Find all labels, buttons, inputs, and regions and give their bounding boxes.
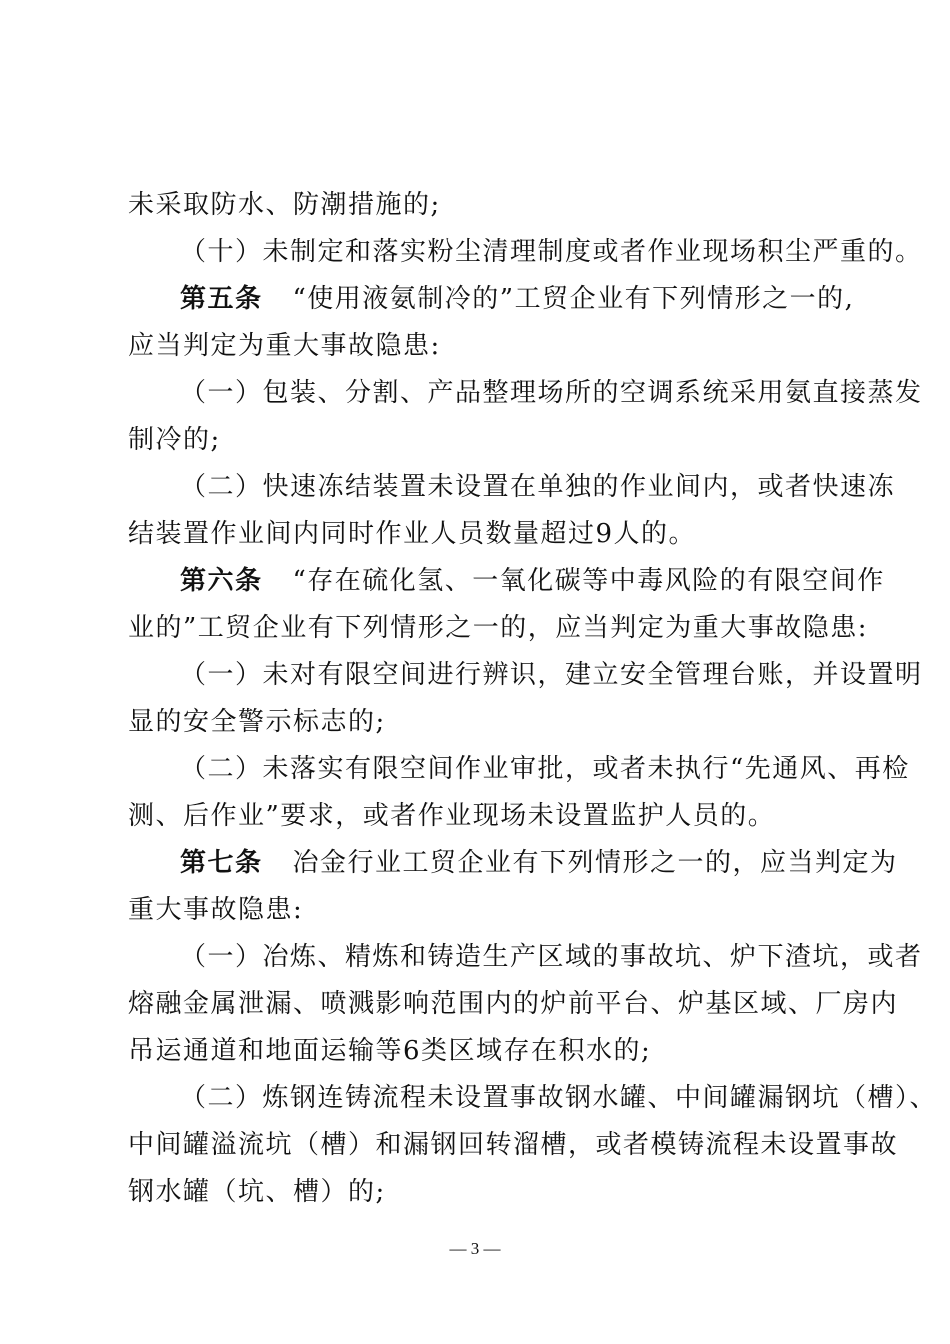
article-heading: 第六条 xyxy=(180,566,263,596)
text-line: （二）未落实有限空间作业审批，或者未执行“先通风、再检 xyxy=(180,754,910,784)
text-line: 未采取防水、防潮措施的; xyxy=(128,190,441,220)
text-line: 测、后作业”要求，或者作业现场未设置监护人员的。 xyxy=(128,801,776,831)
article-text: “存在硫化氢、一氧化碳等中毒风险的有限空间作 xyxy=(292,566,885,596)
article-line xyxy=(180,843,898,883)
text-line: 业的”工贸企业有下列情形之一的，应当判定为重大事故隐患: xyxy=(128,613,869,643)
text-line: 钢水罐（坑、槽）的; xyxy=(128,1177,386,1207)
text-line: 中间罐溢流坑（槽）和漏钢回转溜槽，或者模铸流程未设置事故 xyxy=(128,1130,899,1160)
article-heading: 第五条 xyxy=(180,284,263,314)
text-line: （二）快速冻结装置未设置在单独的作业间内，或者快速冻 xyxy=(180,472,896,502)
text-line: （十）未制定和落实粉尘清理制度或者作业现场积尘严重的。 xyxy=(180,237,923,267)
text-line: （一）未对有限空间进行辨识，建立安全管理台账，并设置明 xyxy=(180,660,923,690)
text-line: 结装置作业间内同时作业人员数量超过9人的。 xyxy=(128,519,697,549)
page-number: — 3 — xyxy=(449,1239,501,1258)
text-line: 熔融金属泄漏、喷溅影响范围内的炉前平台、炉基区域、厂房内 xyxy=(128,989,899,1019)
text-line: 显的安全警示标志的; xyxy=(128,707,386,737)
text-line: （二）炼钢连铸流程未设置事故钢水罐、中间罐漏钢坑（槽）、 xyxy=(180,1083,938,1113)
text-line: （一）包装、分割、产品整理场所的空调系统采用氨直接蒸发 xyxy=(180,378,923,408)
text-line: （一）冶炼、精炼和铸造生产区域的事故坑、炉下渣坑，或者 xyxy=(180,942,923,972)
article-heading: 第七条 xyxy=(180,848,263,878)
text-line: 制冷的; xyxy=(128,425,221,455)
article-text: “使用液氨制冷的”工贸企业有下列情形之一的, xyxy=(292,284,855,314)
article-text: 冶金行业工贸企业有下列情形之一的，应当判定为 xyxy=(292,848,898,878)
text-line: 应当判定为重大事故隐患: xyxy=(128,331,441,361)
article-line xyxy=(180,561,885,601)
article-line xyxy=(180,279,854,319)
text-line: 吊运通道和地面运输等6类区域存在积水的; xyxy=(128,1036,652,1066)
text-line: 重大事故隐患: xyxy=(128,895,304,925)
